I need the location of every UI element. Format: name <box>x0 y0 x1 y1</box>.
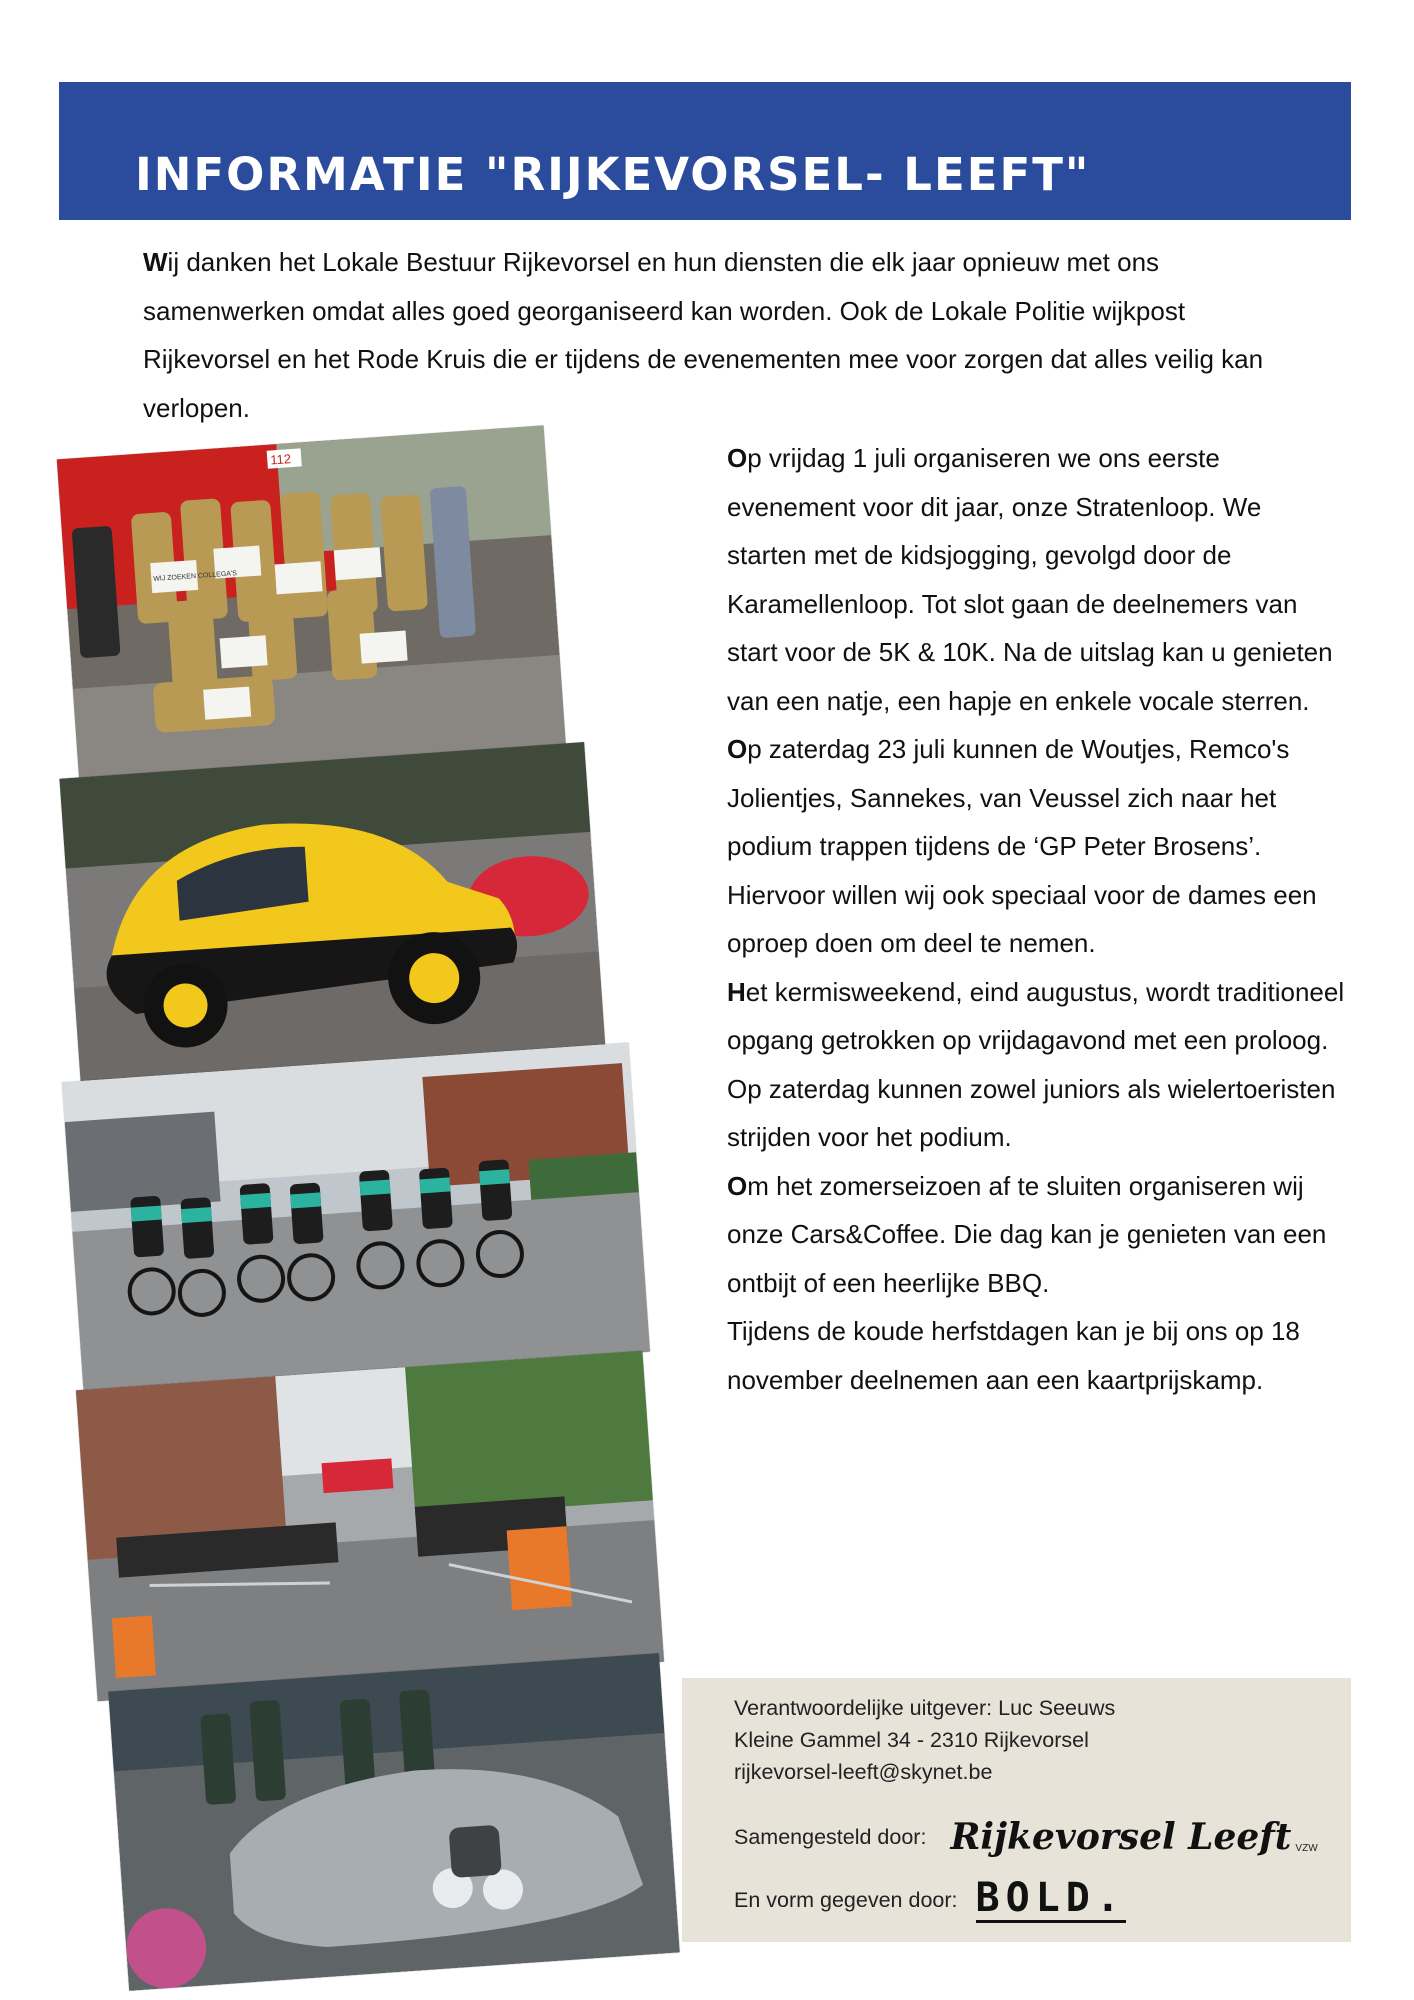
firefighters-image <box>57 425 568 798</box>
publisher-line: Verantwoordelijke uitgever: Luc Seeuws <box>734 1696 1116 1720</box>
event-text: et kermisweekend, eind augustus, wordt traditioneel opgang getrokken op vrijdagavond met een proloog. Op zaterdag kunnen zowel juniors als wielertoeristen strijden voor het podium. <box>727 976 1345 1152</box>
designed-by-label: En vorm gegeven door: <box>734 1888 958 1912</box>
rijkevorsel-leeft-logo: Rijkevorsel Leeft <box>950 1816 1292 1858</box>
classic-car-image <box>108 1653 680 1991</box>
event-paragraph <box>727 1162 1347 1308</box>
event-dropcap: O <box>727 443 748 473</box>
events-column <box>727 434 1347 1404</box>
event-text: Tijdens de koude herfstdagen kan je bij ons op 18 november deelnemen aan een kaartprijskamp. <box>727 1316 1300 1395</box>
sign-text: WIJ ZOEKEN COLLEGA'S <box>153 570 238 583</box>
colophon-box <box>682 1678 1351 1942</box>
photo-2cv <box>59 742 606 1100</box>
vehicle-number: 112 <box>269 451 292 468</box>
address-line: Kleine Gammel 34 - 2310 Rijkevorsel <box>734 1728 1089 1752</box>
page-title: INFORMATIE "RIJKEVORSEL- LEEFT" <box>135 148 1091 201</box>
vzw-mark: VZW <box>1295 1843 1318 1854</box>
event-paragraph <box>727 968 1347 1162</box>
photo-firefighters <box>57 425 568 798</box>
composed-by-row <box>734 1816 1318 1858</box>
designed-by-row <box>734 1875 1126 1923</box>
intro-paragraph <box>143 238 1293 432</box>
event-paragraph <box>727 434 1347 725</box>
photo-race-crowd <box>76 1351 664 1702</box>
event-text: m het zomerseizoen af te sluiten organiseren wij onze Cars&Coffee. Die dag kan je genieten van een ontbijt of een heerlijke BBQ. <box>727 1170 1327 1298</box>
bold-logo: BOLD. <box>975 1875 1126 1921</box>
event-dropcap: O <box>727 1170 748 1201</box>
citroen-image <box>59 742 606 1100</box>
colophon-text <box>734 1692 1115 1788</box>
event-dropcap: O <box>727 734 748 764</box>
event-paragraph <box>727 725 1347 968</box>
photo-cyclists-group <box>62 1043 650 1392</box>
email-line: rijkevorsel-leeft@skynet.be <box>734 1760 993 1784</box>
event-dropcap: H <box>727 976 746 1007</box>
event-text: p zaterdag 23 juli kunnen de Woutjes, Remco's Jolientjes, Sannekes, van Veussel zich naar het podium trappen tijdens de ‘GP Peter Brosens’. Hiervoor willen wij ook speciaal voor de dames een oproep doen om deel te nemen. <box>727 734 1317 958</box>
intro-dropcap: W <box>143 247 168 277</box>
cyclists-image <box>62 1043 650 1392</box>
photo-classic-car <box>108 1653 680 1991</box>
header-banner <box>59 82 1351 220</box>
race-image <box>76 1351 664 1702</box>
event-text: p vrijdag 1 juli organiseren we ons eerste evenement voor dit jaar, onze Stratenloop. We starten met de kidsjogging, gevolgd door de Karamellenloop. Tot slot gaan de deelnemers van start voor de 5K & 10K. Na de uitslag kan u genieten van een natje, een hapje en enkele vocale sterren. <box>727 443 1333 716</box>
intro-text: ij danken het Lokale Bestuur Rijkevorsel en hun diensten die elk jaar opnieuw met ons samenwerken omdat alles goed georganiseerd kan worden. Ook de Lokale Politie wijkpost Rijkevorsel en het Rode Kruis die er tijdens de evenementen mee voor zorgen dat alles veilig kan verlopen. <box>143 247 1264 423</box>
composed-by-label: Samengesteld door: <box>734 1824 927 1849</box>
event-paragraph <box>727 1307 1347 1404</box>
